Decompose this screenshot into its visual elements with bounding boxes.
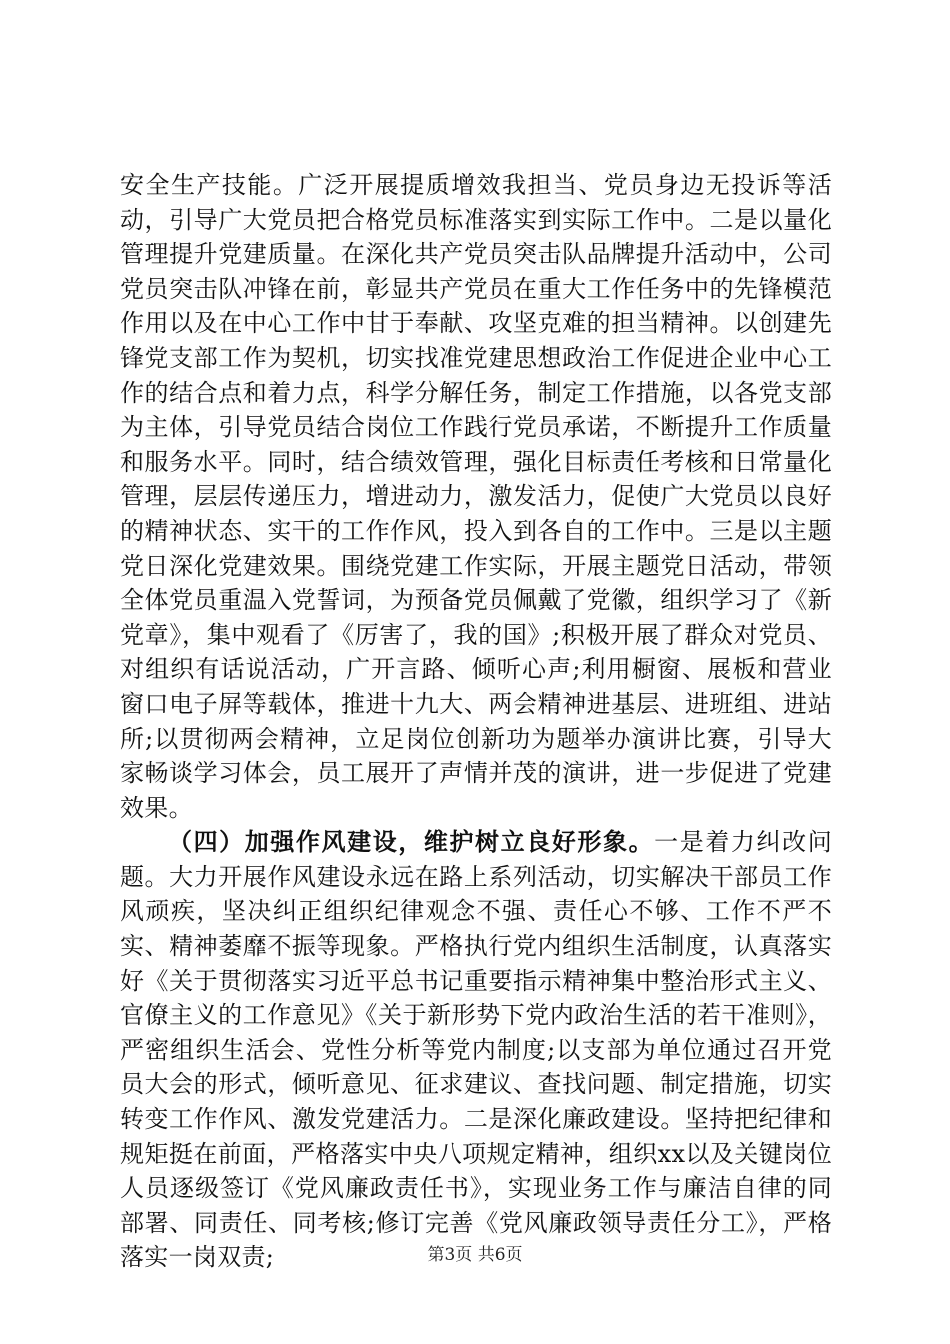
paragraph-2-heading: （四）加强作风建设，维护树立良好形象。 bbox=[168, 828, 655, 857]
paragraph-1-text: 安全生产技能。广泛开展提质增效我担当、党员身边无投诉等活动，引导广大党员把合格党员标准落实到实际工作中。二是以量化管理提升党建质量。在深化共产党员突击队品牌提升活动中，公司党员突击队冲锋在前，彰显共产党员在重大工作任务中的先锋模范作用以及在中心工作中甘于奉献、攻坚克难的担当精神。以创建先锋党支部工作为契机，切实找准党建思想政治工作促进企业中心工作的结合点和着力点，科学分解任务，制定工作措施，以各党支部为主体，引导党员结合岗位工作践行党员承诺，不断提升工作质量和服务水平。同时，结合绩效管理，强化目标责任考核和日常量化管理，层层传递压力，增进动力，激发活力，促使广大党员以良好的精神状态、实干的工作作风，投入到各自的工作中。三是以主题党日深化党建效果。围绕党建工作实际，开展主题党日活动，带领全体党员重温入党誓词，为预备党员佩戴了党徽，组织学习了《新党章》，集中观看了《厉害了，我的国》;积极开展了群众对党员、对组织有话说活动，广开言路、倾听心声;利用橱窗、展板和营业窗口电子屏等载体，推进十九大、两会精神进基层、进班组、进站所;以贯彻两会精神，立足岗位创新功为题举办演讲比赛，引导大家畅谈学习体会，员工展开了声情并茂的演讲，进一步促进了党建效果。 bbox=[120, 171, 832, 822]
paragraph-1 bbox=[120, 168, 832, 825]
page-number-footer: 第3页 共6页 bbox=[427, 1245, 523, 1265]
paragraph-2 bbox=[120, 825, 832, 1275]
document-body bbox=[120, 168, 832, 1275]
paragraph-2-text: 一是着力纠改问题。大力开展作风建设永远在路上系列活动，切实解决干部员工作风顽疾，坚决纠正组织纪律观念不强、责任心不够、工作不严不实、精神萎靡不振等现象。严格执行党内组织生活制度，认真落实好《关于贯彻落实习近平总书记重要指示精神集中整治形式主义、官僚主义的工作意见》《关于新形势下党内政治生活的若干准则》，严密组织生活会、党性分析等党内制度;以支部为单位通过召开党员大会的形式，倾听意见、征求建议、查找问题、制定措施，切实转变工作作风、激发党建活力。二是深化廉政建设。坚持把纪律和规矩挺在前面，严格落实中央八项规定精神，组织xx以及关键岗位人员逐级签订《党风廉政责任书》，实现业务工作与廉洁自律的同部署、同责任、同考核;修订完善《党风廉政领导责任分工》，严格落实一岗双责; bbox=[120, 828, 832, 1272]
